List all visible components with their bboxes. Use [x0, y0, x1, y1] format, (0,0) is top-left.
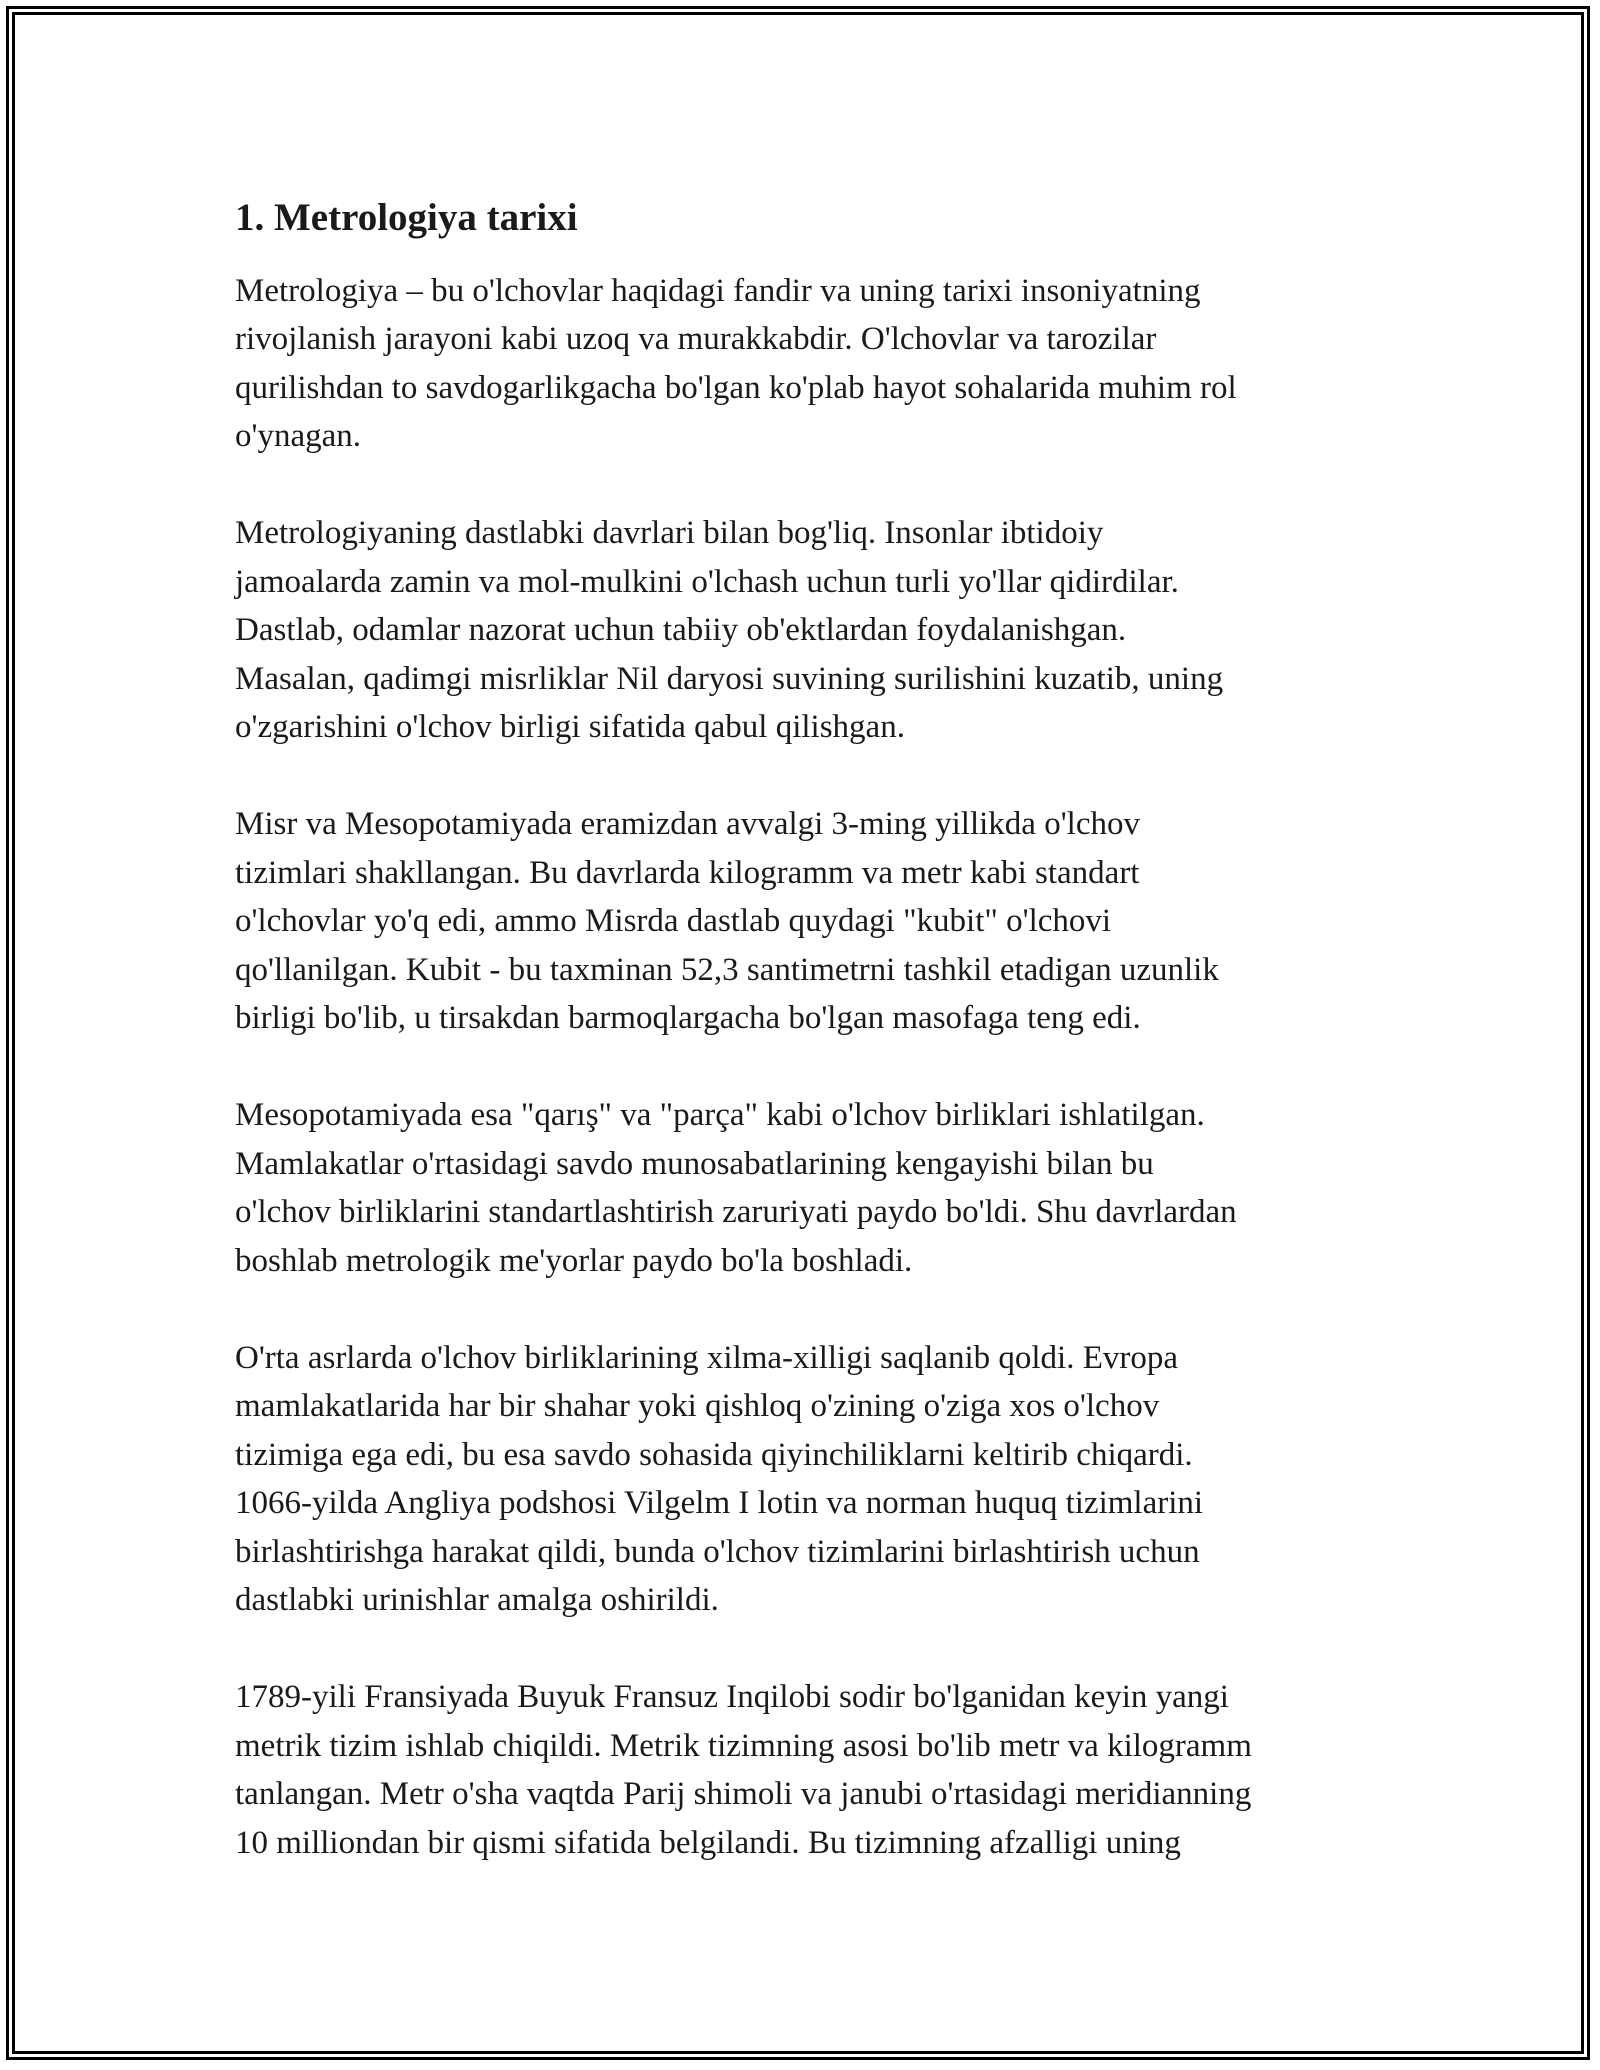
paragraph-line: Masalan, qadimgi misrliklar Nil daryosi suvining surilishini kuzatib, uning: [235, 660, 1224, 697]
page-title: 1. Metrologiya tarixi: [235, 196, 578, 239]
paragraph-4: [235, 1091, 1385, 1285]
paragraph-line: qurilishdan to savdogarlikgacha bo'lgan ko'plab hayot sohalarida muhim rol: [235, 369, 1237, 406]
paragraph-line: boshlab metrologik me'yorlar paydo bo'la boshladi.: [235, 1242, 913, 1279]
paragraph-line: rivojlanish jarayoni kabi uzoq va murakkabdir. O'lchovlar va tarozilar: [235, 321, 1157, 358]
paragraph-line: 1789-yili Fransiyada Buyuk Fransuz Inqilobi sodir bo'lganidan keyin yangi: [235, 1679, 1229, 1716]
paragraph-line: tizimlari shakllangan. Bu davrlarda kilogramm va metr kabi standart: [235, 854, 1140, 891]
paragraph-line: Mamlakatlar o'rtasidagi savdo munosabatlarining kengayishi bilan bu: [235, 1145, 1154, 1182]
paragraph-6: [235, 1673, 1385, 1867]
paragraph-line: O'rta asrlarda o'lchov birliklarining xilma-xilligi saqlanib qoldi. Evropa: [235, 1339, 1178, 1376]
paragraph-line: o'lchov birliklarini standartlashtirish zaruriyati paydo bo'ldi. Shu davrlardan: [235, 1194, 1237, 1231]
paragraph-line: jamoalarda zamin va mol-mulkini o'lchash uchun turli yo'llar qidirdilar.: [235, 563, 1179, 600]
paragraph-line: 10 milliondan bir qismi sifatida belgilandi. Bu tizimning afzalligi uning: [235, 1824, 1181, 1861]
paragraph-line: Mesopotamiyada esa "qarış" va "parça" kabi o'lchov birliklari ishlatilgan.: [235, 1097, 1205, 1134]
paragraph-line: Dastlab, odamlar nazorat uchun tabiiy ob'ektlardan foydalanishgan.: [235, 612, 1127, 649]
paragraph-line: Misr va Mesopotamiyada eramizdan avvalgi 3-ming yillikda o'lchov: [235, 806, 1140, 843]
paragraph-1: [235, 267, 1385, 461]
paragraph-line: tizimiga ega edi, bu esa savdo sohasida qiyinchiliklarni keltirib chiqardi.: [235, 1436, 1193, 1473]
paragraph-line: dastlabki urinishlar amalga oshirildi.: [235, 1582, 719, 1619]
paragraph-line: qo'llanilgan. Kubit - bu taxminan 52,3 santimetrni tashkil etadigan uzunlik: [235, 951, 1219, 988]
paragraph-5: [235, 1334, 1385, 1625]
paragraph-line: o'lchovlar yo'q edi, ammo Misrda dastlab quydagi "kubit" o'lchovi: [235, 903, 1112, 940]
paragraph-line: 1066-yilda Angliya podshosi Vilgelm I lotin va norman huquq tizimlarini: [235, 1485, 1204, 1522]
paragraph-3: [235, 800, 1385, 1043]
paragraph-line: Metrologiyaning dastlabki davrlari bilan bog'liq. Insonlar ibtidoiy: [235, 515, 1104, 552]
paragraph-line: o'ynagan.: [235, 418, 361, 455]
paragraph-line: Metrologiya – bu o'lchovlar haqidagi fandir va uning tarixi insoniyatning: [235, 272, 1201, 309]
paragraph-line: birlashtirishga harakat qildi, bunda o'lchov tizimlarini birlashtirish uchun: [235, 1533, 1200, 1570]
paragraph-line: mamlakatlarida har bir shahar yoki qishloq o'zining o'ziga xos o'lchov: [235, 1388, 1160, 1425]
paragraph-line: o'zgarishini o'lchov birligi sifatida qabul qilishgan.: [235, 709, 905, 746]
paragraph-line: birligi bo'lib, u tirsakdan barmoqlargacha bo'lgan masofaga teng edi.: [235, 1000, 1141, 1037]
paragraph-line: tanlangan. Metr o'sha vaqtda Parij shimoli va janubi o'rtasidagi meridianning: [235, 1776, 1252, 1813]
document-body: [235, 180, 1385, 1916]
paragraph-line: metrik tizim ishlab chiqildi. Metrik tizimning asosi bo'lib metr va kilogramm: [235, 1727, 1252, 1764]
paragraph-2: [235, 509, 1385, 752]
